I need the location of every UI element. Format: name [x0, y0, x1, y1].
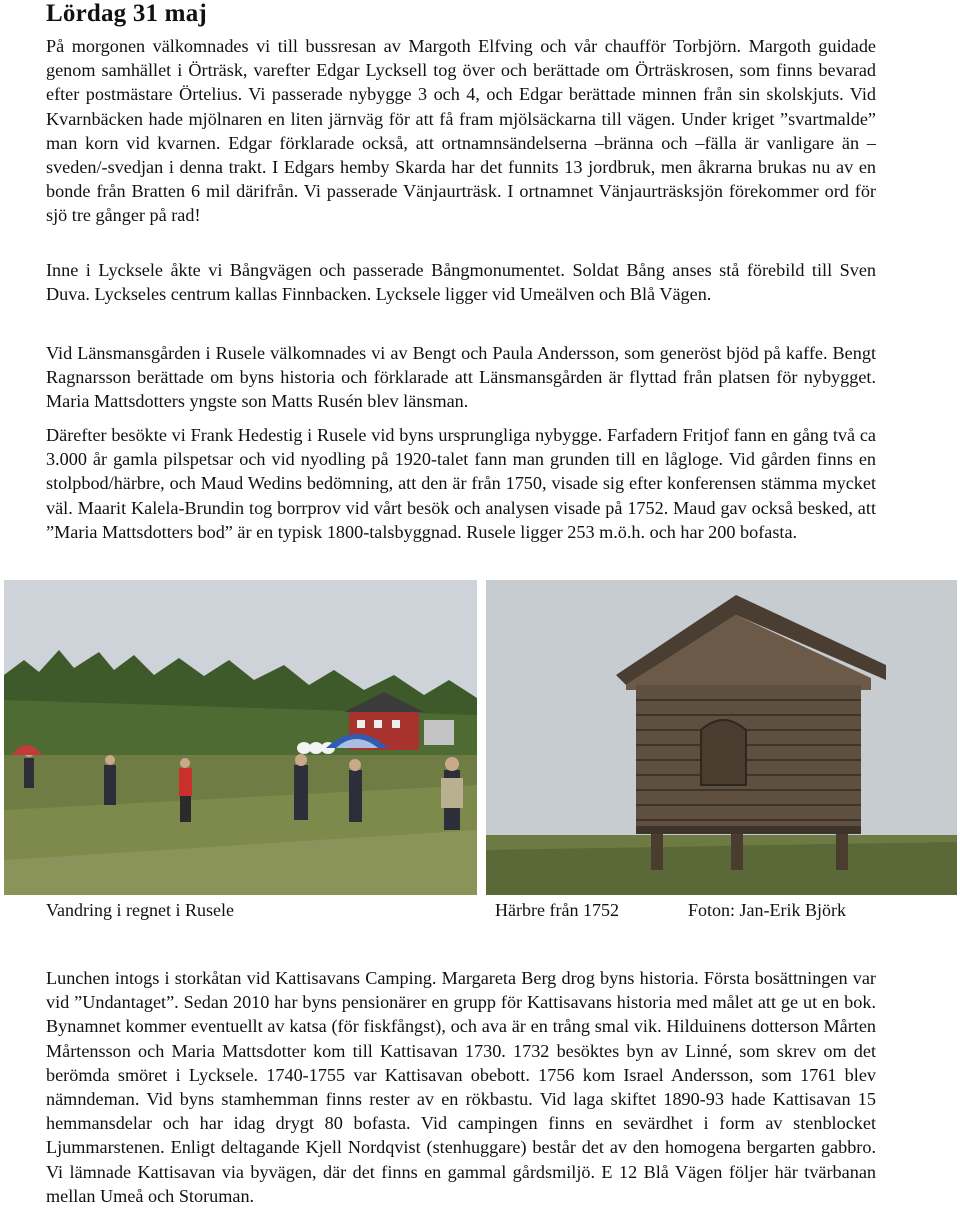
paragraph-bus-tour: På morgonen välkomnades vi till bussresan av Margoth Elfving och vår chaufför Torbjörn. Margoth guidade genom samhället i Örträsk, varefter Edgar Lycksell tog över och berättade om Örträskrosen, som finns bevarad efter postmästare Örtelius. Vi passerade nybygge 3 och 4, och Edgar berättade minnen från sin skolskjuts. Vid Kvarnbäcken hade mjölnaren en liten järnväg för att få fram mjölsäckarna till vägen. Under kriget ”svartmalde” man korn vid kvarnen. Edgar förklarade också, att ortnamnsändelserna –bränna och –fälla är vanligare än –sveden/-svedjan i denna trakt. I Edgars hemby Skarda har det funnits 13 jordbruk, men åkrarna brukas nu av en bonde från Bratten 6 mil därifrån. Vi passerade Vänjaurträsk. I ortnamnet Vänjaurträsksjön förekommer ord för sjö tre gånger på rad! — [46, 36, 876, 226]
photo-walk-in-rain — [4, 580, 477, 895]
caption-photo-credit: Foton: Jan-Erik Björk — [688, 900, 846, 920]
caption-photo-walk: Vandring i regnet i Rusele — [46, 900, 234, 920]
page-heading: Lördag 31 maj — [46, 0, 207, 27]
photo-storehouse-1752 — [486, 580, 957, 895]
caption-photo-storehouse: Härbre från 1752 — [495, 900, 619, 920]
paragraph-lycksele: Inne i Lycksele åkte vi Bångvägen och passerade Bångmonumentet. Soldat Bång anses stå förebild till Sven Duva. Lyckseles centrum kallas Finnbacken. Lycksele ligger vid Umeälven och Blå Vägen. — [46, 260, 876, 305]
paragraph-kattisavan: Lunchen intogs i storkåtan vid Kattisavans Camping. Margareta Berg drog byns historia. Första bosättningen var vid ”Undantaget”. Sedan 2010 har byns pensionärer en grupp för Kattisavans historia med målet att ge ut en bok. Bynamnet kommer eventuellt av katsa (för fiskfångst), och ava är en trång smal vik. Hilduinens dotterson Mårten Mårtensson och Maria Mattsdotter kom till Kattisavan 1730. 1732 besöktes byn av Linné, som skrev om det berömda smöret i Lycksele. 1740-1755 var Kattisavan obebott. 1756 kom Israel Andersson, som 1761 blev nämndeman. Vid byns stamhemman finns rester av en rökbastu. Vid laga skiftet 1890-93 hade Kattisavan 15 hemmansdelar och har idag drygt 80 bofasta. Vid campingen finns en sevärdhet i form av stenblocket Ljummarstenen. Enligt deltagande Kjell Nordqvist (stenhuggare) består det av den homogena bergarten gabbro. Vi lämnade Kattisavan via byvägen, där det finns en gammal gårdsmiljö. E 12 Blå Vägen följer här tvärbanan mellan Umeå och Storuman. — [46, 968, 876, 1206]
paragraph-hedestig: Därefter besökte vi Frank Hedestig i Rusele vid byns ursprungliga nybygge. Farfadern Fritjof fann en gång två ca 3.000 år gamla pilspetsar och vid nyodling på 1920-talet fann man grunden till en lågloge. Vid gården finns en stolpbod/härbre, och Maud Wedins bedömning, att den är från 1750, visade sig efter konferensen stämma mycket väl. Maarit Kalela-Brundin tog borrprov vid vårt besök och analysen visade på 1752. Maud gav också besked, att ”Maria Mattsdotters bod” är en typisk 1800-talsbyggnad. Rusele ligger 253 m.ö.h. och har 200 bofasta. — [46, 425, 876, 542]
paragraph-lansmansgarden: Vid Länsmansgården i Rusele välkomnades vi av Bengt och Paula Andersson, som generöst bjöd på kaffe. Bengt Ragnarsson berättade om byns historia och förklarade att Länsmansgården är flyttad från platsen för nybygget. Maria Mattsdotters yngste son Matts Rusén blev länsman. — [46, 343, 876, 412]
